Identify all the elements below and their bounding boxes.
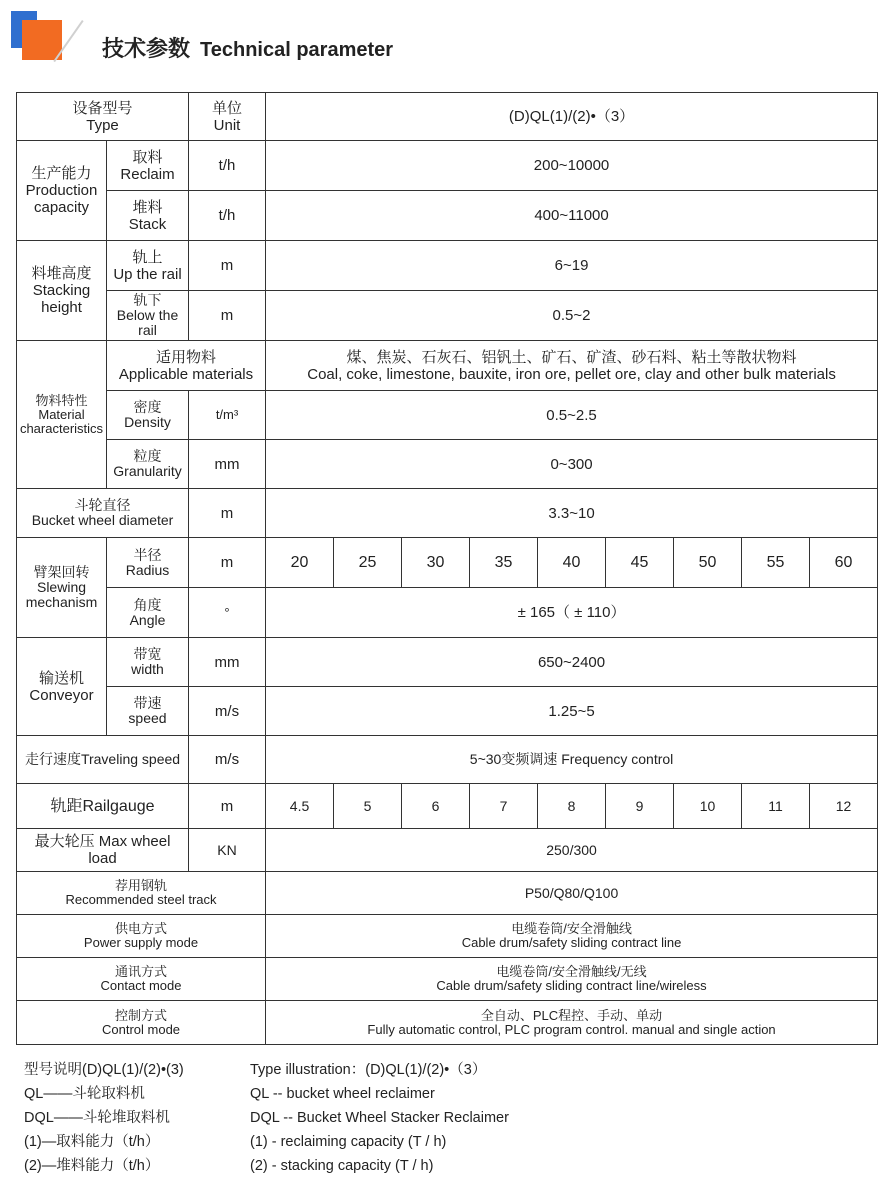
row-density	[17, 391, 878, 440]
note-line: QL -- bucket wheel reclaimer	[250, 1086, 435, 1102]
radius-value: 60	[810, 538, 878, 588]
spec-table	[16, 92, 878, 1045]
row-granularity	[17, 440, 878, 489]
row-power	[17, 915, 878, 958]
steel-track-label: 荐用钢轨 Recommended steel track	[17, 872, 266, 915]
reclaim-label: 取料 Reclaim	[107, 141, 189, 191]
note-line: 型号说明(D)QL(1)/(2)•(3)	[24, 1062, 184, 1078]
steel-track-value: P50/Q80/Q100	[266, 872, 878, 915]
row-steel-track	[17, 872, 878, 915]
radius-unit: m	[189, 538, 266, 588]
density-value: 0.5~2.5	[266, 391, 878, 440]
note-line: (1)—取料能力（t/h）	[24, 1134, 160, 1150]
row-wheel-load	[17, 829, 878, 872]
up-rail-unit: m	[189, 241, 266, 291]
railgauge-value: 6	[402, 784, 470, 829]
belt-speed-value: 1.25~5	[266, 687, 878, 736]
below-rail-label: 轨下 Below the rail	[107, 291, 189, 341]
row-bucket	[17, 489, 878, 538]
radius-value: 30	[402, 538, 470, 588]
railgauge-value: 8	[538, 784, 606, 829]
power-value: 电缆卷筒/安全滑触线 Cable drum/safety sliding contract line	[266, 915, 878, 958]
radius-value: 25	[334, 538, 402, 588]
page-title-cn: 技术参数	[102, 36, 191, 61]
note-line: (2)—堆料能力（t/h）	[24, 1158, 160, 1174]
row-below-rail	[17, 291, 878, 341]
row-belt-speed	[17, 687, 878, 736]
belt-speed-label: 带速 speed	[107, 687, 189, 736]
up-rail-label: 轨上 Up the rail	[107, 241, 189, 291]
page-title-en: Technical parameter	[200, 39, 394, 61]
angle-label: 角度 Angle	[107, 588, 189, 638]
railgauge-value: 11	[742, 784, 810, 829]
material-label: 物料特性 Material characteristics	[17, 341, 107, 489]
stack-value: 400~11000	[266, 191, 878, 241]
unit-header: 单位 Unit	[189, 93, 266, 141]
contact-label: 通讯方式 Contact mode	[17, 958, 266, 1001]
wheel-load-value: 250/300	[266, 829, 878, 872]
traveling-unit: m/s	[189, 736, 266, 784]
traveling-label: 走行速度Traveling speed	[17, 736, 189, 784]
row-contact	[17, 958, 878, 1001]
belt-width-value: 650~2400	[266, 638, 878, 687]
radius-value: 40	[538, 538, 606, 588]
row-control	[17, 1001, 878, 1045]
control-value: 全自动、PLC程控、手动、单动 Fully automatic control, PLC program control. manual and single action	[266, 1001, 878, 1045]
granularity-unit: mm	[189, 440, 266, 489]
radius-value: 55	[742, 538, 810, 588]
row-belt-width	[17, 638, 878, 687]
angle-unit: °	[189, 588, 266, 638]
railgauge-unit: m	[189, 784, 266, 829]
railgauge-value: 4.5	[266, 784, 334, 829]
type-notes-en	[250, 1058, 509, 1178]
production-label: 生产能力 Production capacity	[17, 141, 107, 241]
power-label: 供电方式 Power supply mode	[17, 915, 266, 958]
row-railgauge	[17, 784, 878, 829]
control-label: 控制方式 Control mode	[17, 1001, 266, 1045]
bucket-value: 3.3~10	[266, 489, 878, 538]
railgauge-value: 7	[470, 784, 538, 829]
belt-width-label: 带宽 width	[107, 638, 189, 687]
belt-width-unit: mm	[189, 638, 266, 687]
railgauge-value: 9	[606, 784, 674, 829]
angle-value: ± 165（ ± 110）	[266, 588, 878, 638]
row-applicable	[17, 341, 878, 391]
bucket-unit: m	[189, 489, 266, 538]
below-rail-unit: m	[189, 291, 266, 341]
railgauge-value: 12	[810, 784, 878, 829]
railgauge-label: 轨距Railgauge	[17, 784, 189, 829]
note-line: Type illustration：(D)QL(1)/(2)•（3）	[250, 1062, 487, 1078]
row-stack	[17, 191, 878, 241]
applicable-value: 煤、焦炭、石灰石、铝钒土、矿石、矿渣、砂石料、粘土等散状物料 Coal, coke, limestone, bauxite, iron ore, pellet ore, clay and other bulk materials	[266, 341, 878, 391]
density-label: 密度 Density	[107, 391, 189, 440]
reclaim-value: 200~10000	[266, 141, 878, 191]
granularity-value: 0~300	[266, 440, 878, 489]
granularity-label: 粒度 Granularity	[107, 440, 189, 489]
page-cutoff	[0, 1183, 890, 1197]
radius-value: 35	[470, 538, 538, 588]
note-line: (2) - stacking capacity (T / h)	[250, 1158, 434, 1174]
page-title	[102, 32, 393, 63]
stack-label: 堆料 Stack	[107, 191, 189, 241]
note-line: DQL -- Bucket Wheel Stacker Reclaimer	[250, 1110, 509, 1126]
railgauge-value: 10	[674, 784, 742, 829]
row-type	[17, 93, 878, 141]
row-up-rail	[17, 241, 878, 291]
radius-label: 半径 Radius	[107, 538, 189, 588]
radius-value: 50	[674, 538, 742, 588]
up-rail-value: 6~19	[266, 241, 878, 291]
railgauge-value: 5	[334, 784, 402, 829]
traveling-value: 5~30变频调速 Frequency control	[266, 736, 878, 784]
note-line: (1) - reclaiming capacity (T / h)	[250, 1134, 447, 1150]
reclaim-unit: t/h	[189, 141, 266, 191]
applicable-label: 适用物料 Applicable materials	[107, 341, 266, 391]
stack-unit: t/h	[189, 191, 266, 241]
radius-value: 20	[266, 538, 334, 588]
radius-value: 45	[606, 538, 674, 588]
row-traveling	[17, 736, 878, 784]
wheel-load-unit: KN	[189, 829, 266, 872]
type-value: (D)QL(1)/(2)•（3）	[266, 93, 878, 141]
type-notes-cn	[24, 1058, 184, 1178]
bucket-label: 斗轮直径 Bucket wheel diameter	[17, 489, 189, 538]
density-unit: t/m³	[189, 391, 266, 440]
type-label: 设备型号 Type	[17, 93, 189, 141]
wheel-load-label: 最大轮压 Max wheel load	[17, 829, 189, 872]
row-angle	[17, 588, 878, 638]
row-radius	[17, 538, 878, 588]
stacking-height-label: 料堆高度 Stacking height	[17, 241, 107, 341]
row-reclaim	[17, 141, 878, 191]
contact-value: 电缆卷筒/安全滑触线/无线 Cable drum/safety sliding contract line/wireless	[266, 958, 878, 1001]
conveyor-label: 输送机 Conveyor	[17, 638, 107, 736]
below-rail-value: 0.5~2	[266, 291, 878, 341]
note-line: DQL——斗轮堆取料机	[24, 1110, 170, 1126]
slewing-label: 臂架回转 Slewing mechanism	[17, 538, 107, 638]
belt-speed-unit: m/s	[189, 687, 266, 736]
note-line: QL——斗轮取料机	[24, 1086, 145, 1102]
